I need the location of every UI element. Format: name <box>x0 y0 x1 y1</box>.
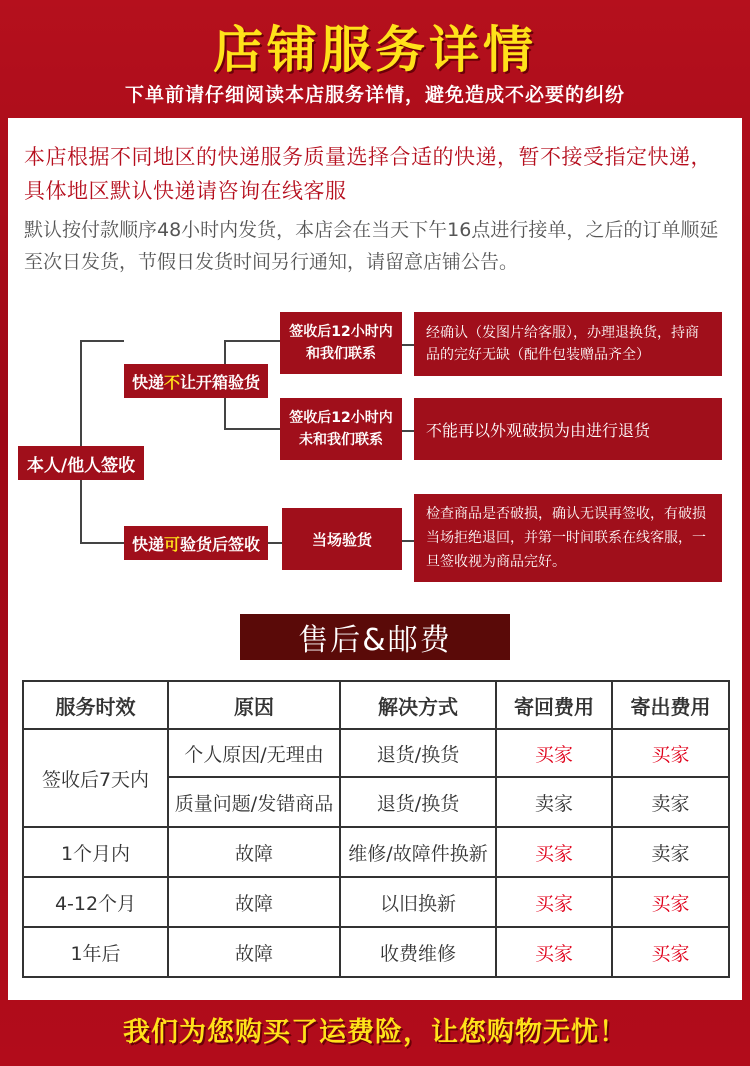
cell-period: 1个月内 <box>23 827 168 877</box>
table-row <box>23 827 729 877</box>
footer-slogan: 我们为您购买了运费险，让您购物无忧！ <box>123 1017 627 1048</box>
cell-period: 签收后7天内 <box>23 729 168 827</box>
cell-solution: 退货/换货 <box>340 777 496 827</box>
cell-return-fee: 买家 <box>496 927 612 977</box>
cell-send-fee: 卖家 <box>612 827 729 877</box>
cell-return-fee: 买家 <box>496 877 612 927</box>
header-return-fee: 寄回费用 <box>496 681 612 729</box>
header-send-fee: 寄出费用 <box>612 681 729 729</box>
shipping-notice: 本店根据不同地区的快递服务质量选择合适的快递，暂不接受指定快递，具体地区默认快递请咨询在线客服 <box>24 145 712 203</box>
cell-solution: 退货/换货 <box>340 729 496 777</box>
page-subtitle: 下单前请仔细阅读本店服务详情，避免造成不必要的纠纷 <box>124 84 625 106</box>
flow-no-contact-12h <box>280 398 402 460</box>
flow-connector <box>80 340 82 542</box>
cell-reason: 故障 <box>168 927 340 977</box>
cell-send-fee: 买家 <box>612 729 729 777</box>
flow-text: 签收后12小时内 <box>289 410 393 426</box>
cell-reason: 故障 <box>168 877 340 927</box>
flow-highlight: 可 <box>163 534 180 554</box>
flow-onsite-check: 当场验货 <box>282 508 402 570</box>
flow-connector <box>80 340 124 342</box>
flow-connector <box>224 428 280 430</box>
flow-with-inspection <box>124 526 268 560</box>
flow-text: 快递 <box>131 372 164 392</box>
header-reason: 原因 <box>168 681 340 729</box>
after-sales-title: 售后&邮费 <box>240 614 510 660</box>
cell-send-fee: 买家 <box>612 927 729 977</box>
flow-highlight: 不 <box>163 372 180 392</box>
table-header-row <box>23 681 729 729</box>
flow-contact-within-12h <box>280 312 402 374</box>
cell-solution: 收费维修 <box>340 927 496 977</box>
cell-return-fee: 卖家 <box>496 777 612 827</box>
header-solution: 解决方式 <box>340 681 496 729</box>
flow-result-no-return: 不能再以外观破损为由进行退货 <box>414 398 722 460</box>
table-row <box>23 927 729 977</box>
flow-text: 快递 <box>131 534 164 554</box>
table-row <box>23 877 729 927</box>
cell-send-fee: 卖家 <box>612 777 729 827</box>
after-sales-table <box>22 680 730 978</box>
flow-text: 和我们联系 <box>306 346 376 362</box>
cell-reason: 个人原因/无理由 <box>168 729 340 777</box>
cell-period: 1年后 <box>23 927 168 977</box>
cell-return-fee: 买家 <box>496 729 612 777</box>
flow-connector <box>402 344 414 346</box>
flow-no-inspection <box>124 364 268 398</box>
flow-connector <box>224 340 280 342</box>
cell-return-fee: 买家 <box>496 827 612 877</box>
flow-text: 让开箱验货 <box>180 372 261 392</box>
flow-result-return-exchange: 经确认（发图片给客服），办理退换货，持商品的完好无缺（配件包装赠品齐全） <box>414 312 722 376</box>
cell-solution: 以旧换新 <box>340 877 496 927</box>
flow-root-signer: 本人/他人签收 <box>18 446 144 480</box>
flow-connector <box>402 430 414 432</box>
flow-connector <box>402 540 414 542</box>
flow-connector <box>266 542 282 544</box>
flow-result-inspect: 检查商品是否破损，确认无误再签收，有破损当场拒绝退回，并第一时间联系在线客服，一旦签收视为商品完好。 <box>414 494 722 582</box>
flow-text: 签收后12小时内 <box>289 324 393 340</box>
cell-reason: 质量问题/发错商品 <box>168 777 340 827</box>
flow-text: 验货后签收 <box>180 534 261 554</box>
cell-send-fee: 买家 <box>612 877 729 927</box>
flow-connector <box>80 542 124 544</box>
table-row <box>23 729 729 777</box>
cell-reason: 故障 <box>168 827 340 877</box>
flow-text: 未和我们联系 <box>299 432 383 448</box>
cell-solution: 维修/故障件换新 <box>340 827 496 877</box>
cell-period: 4-12个月 <box>23 877 168 927</box>
header-period: 服务时效 <box>23 681 168 729</box>
page-title: 店铺服务详情 <box>213 21 537 79</box>
dispatch-notice: 默认按付款顺序48小时内发货，本店会在当天下午16点进行接单，之后的订单顺延至次日发货，节假日发货时间另行通知，请留意店铺公告。 <box>24 219 719 273</box>
